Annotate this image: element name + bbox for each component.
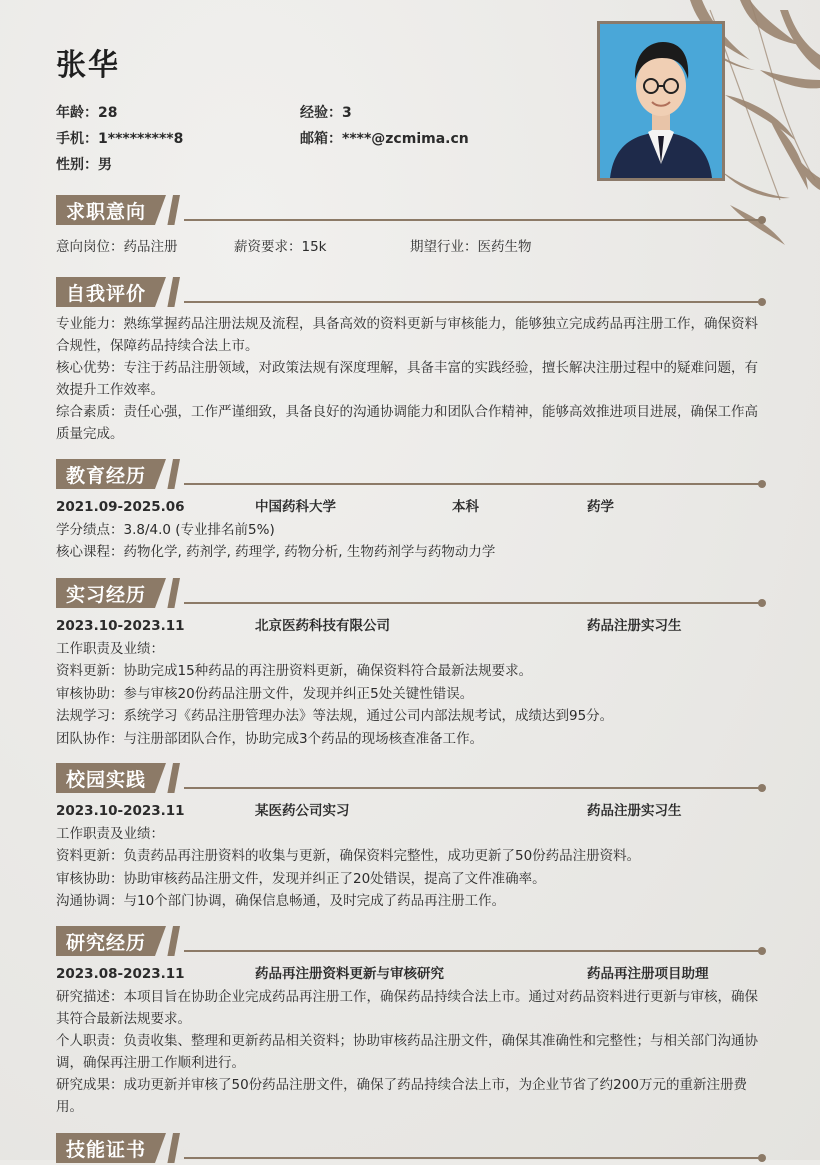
intern-line: 工作职责及业绩： (56, 641, 164, 657)
intern-line: 法规学习：系统学习《药品注册管理办法》等法规，通过公司内部法规考试，成绩达到95分。 (56, 708, 614, 724)
intern-line: 资料更新：协助完成15种药品的再注册资料更新，确保资料符合最新法规要求。 (56, 663, 533, 679)
section-header-self: 自我评价 (56, 277, 766, 309)
edu-major: 药学 (587, 499, 614, 515)
campus-line: 沟通协调：与10个部门协调，确保信息畅通，及时完成了药品再注册工作。 (56, 893, 506, 909)
email-field: 邮箱：****@zcmima.cn (300, 131, 469, 147)
edu-school: 中国药科大学 (255, 499, 336, 515)
profile-photo (597, 21, 725, 181)
intern-line: 审核协助：参与审核20份药品注册文件，发现并纠正5处关键性错误。 (56, 686, 474, 702)
section-header-intern: 实习经历 (56, 578, 766, 610)
campus-line: 审核协助：协助审核药品注册文件，发现并纠正了20处错误，提高了文件准确率。 (56, 871, 546, 887)
intent-industry: 期望行业：医药生物 (410, 239, 532, 255)
edu-degree: 本科 (452, 499, 479, 515)
intern-date: 2023.10-2023.11 (56, 618, 185, 634)
campus-line: 资料更新：负责药品再注册资料的收集与更新，确保资料完整性，成功更新了50份药品注册资料。 (56, 848, 641, 864)
research-desc: 研究描述：本项目旨在协助企业完成药品再注册工作，确保药品持续合法上市。通过对药品资料进行更新与审核，确保其符合最新法规要求。 (56, 989, 758, 1027)
campus-company: 某医药公司实习 (255, 803, 350, 819)
age-field: 年龄：28 (56, 105, 118, 121)
research-duty: 个人职责：负责收集、整理和更新药品相关资料；协助审核药品注册文件，确保其准确性和完整性；与相关部门沟通协调，确保再注册工作顺利进行。 (56, 1033, 758, 1071)
campus-role: 药品注册实习生 (587, 803, 682, 819)
self-eval-2: 核心优势：专注于药品注册领域，对政策法规有深度理解，具备丰富的实践经验，擅长解决注册过程中的疑难问题，有效提升工作效率。 (56, 360, 758, 398)
gender-field: 性别：男 (56, 157, 112, 173)
section-header-intent: 求职意向 (56, 195, 766, 227)
candidate-name: 张华 (56, 48, 120, 83)
campus-date: 2023.10-2023.11 (56, 803, 185, 819)
research-date: 2023.08-2023.11 (56, 966, 185, 982)
phone-field: 手机：1*********8 (56, 131, 184, 147)
section-header-skills: 技能证书 (56, 1133, 766, 1165)
research-result: 研究成果：成功更新并审核了50份药品注册文件，确保了药品持续合法上市，为企业节省了约200万元的重新注册费用。 (56, 1077, 747, 1115)
edu-date: 2021.09-2025.06 (56, 499, 185, 515)
intent-position: 意向岗位：药品注册 (56, 239, 178, 255)
campus-line: 工作职责及业绩： (56, 826, 164, 842)
intern-role: 药品注册实习生 (587, 618, 682, 634)
research-project: 药品再注册资料更新与审核研究 (255, 966, 444, 982)
intent-salary: 薪资要求：15k (234, 239, 327, 255)
intern-line: 团队协作：与注册部团队合作，协助完成3个药品的现场核查准备工作。 (56, 731, 484, 747)
self-eval-3: 综合素质：责任心强，工作严谨细致，具备良好的沟通协调能力和团队合作精神，能够高效推进项目进展，确保工作高质量完成。 (56, 404, 758, 442)
edu-courses: 核心课程：药物化学, 药剂学, 药理学, 药物分析, 生物药剂学与药物动力学 (56, 544, 496, 560)
section-header-campus: 校园实践 (56, 763, 766, 795)
self-eval-1: 专业能力：熟练掌握药品注册法规及流程，具备高效的资料更新与审核能力，能够独立完成药品再注册工作，确保资料合规性，保障药品持续合法上市。 (56, 316, 758, 354)
intern-company: 北京医药科技有限公司 (255, 618, 390, 634)
edu-gpa: 学分绩点：3.8/4.0 (专业排名前5%) (56, 522, 275, 538)
section-header-edu: 教育经历 (56, 459, 766, 491)
experience-field: 经验：3 (300, 105, 352, 121)
section-header-research: 研究经历 (56, 926, 766, 958)
research-role: 药品再注册项目助理 (587, 966, 709, 982)
